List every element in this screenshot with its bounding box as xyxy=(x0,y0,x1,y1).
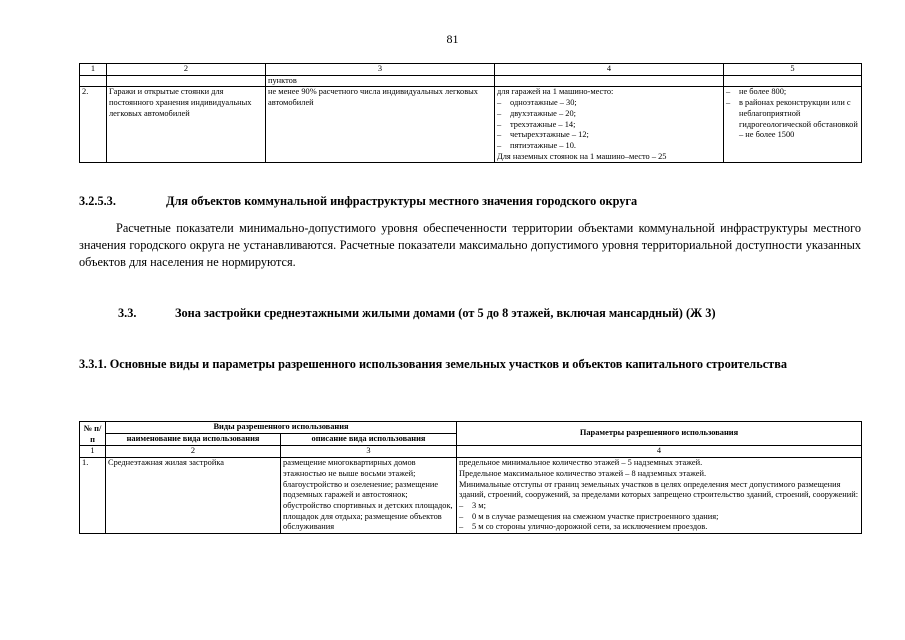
limit-cell xyxy=(724,87,862,163)
object-name: Гаражи и открытые стоянки для постоянного хранения индивидуальных легковых автомобилей xyxy=(107,87,266,163)
requirement-text: не менее 90% расчетного числа индивидуальных легковых автомобилей xyxy=(266,87,495,163)
list-item: – четырехэтажные – 12; xyxy=(497,130,721,141)
use-description: размещение многоквартирных домов этажностью не выше восьми этажей; благоустройство и озеленение; размещение подземных гаражей и автостоянок; обустройство спортивных и детских площадок, площадок для отдыха; размещение объектов обслуживания xyxy=(281,458,457,534)
table-header-row xyxy=(80,422,862,434)
parameter-line: Минимальные отступы от границ земельных участков в целях определения мест допустимого размещения зданий, строений, сооружений, за пределами которых запрещено строительство зданий, строений, сооружений: xyxy=(459,479,859,500)
subsection-heading: 3.3.1. Основные виды и параметры разрешенного использования земельных участков и объектов капитального строительства xyxy=(79,357,787,371)
use-name: Среднеэтажная жилая застройка xyxy=(106,458,281,534)
column-header-params: Параметры разрешенного использования xyxy=(457,422,862,446)
table-cell xyxy=(80,75,107,87)
table-cell xyxy=(724,75,862,87)
table-cell xyxy=(107,75,266,87)
table-index-row xyxy=(80,446,862,458)
zone-title: Зона застройки среднеэтажными жилыми домами (от 5 до 8 этажей, включая мансардный) (Ж 3) xyxy=(175,306,716,320)
table-header-cell: 1 xyxy=(80,64,107,76)
column-header-description: описание вида использования xyxy=(281,434,457,446)
zone-heading xyxy=(118,305,716,321)
table-row xyxy=(80,87,862,163)
body-paragraph: Расчетные показатели минимально-допустимого уровня обеспеченности территории объектами коммунальной инфраструктуры местного значения городского округа не устанавливаются. Расчетные показатели максимально допустимого уровня территориальной доступности указанных объектов для населения не нормируются. xyxy=(79,221,861,269)
list-item: – одноэтажные – 30; xyxy=(497,98,721,109)
permitted-use-table xyxy=(79,421,862,534)
garage-parameters-table xyxy=(79,63,862,163)
parameter-line: Предельное максимальное количество этажей – 8 надземных этажей. xyxy=(459,468,707,478)
list-item: – 0 м в случае размещения на смежном участке пристроенного здания; xyxy=(459,512,859,523)
list-item: – пятиэтажные – 10. xyxy=(497,141,721,152)
table-index-cell: 3 xyxy=(281,446,457,458)
list-item: – 5 м со стороны улично-дорожной сети, за исключением проездов. xyxy=(459,522,859,533)
capacity-outro: Для наземных стоянок на 1 машино–место – 25 xyxy=(497,151,667,161)
list-item: – в районах реконструкции или с неблагоприятной гидрогеологической обстановкой – не более 1500 xyxy=(726,98,859,141)
table-cell: пунктов xyxy=(266,75,495,87)
page-number: 81 xyxy=(446,32,459,46)
table-index-cell: 2 xyxy=(106,446,281,458)
section-number: 3.2.5.3. xyxy=(79,194,116,208)
table-index-cell: 1 xyxy=(80,446,106,458)
row-number: 1. xyxy=(80,458,106,534)
capacity-list xyxy=(497,98,721,152)
table-index-cell: 4 xyxy=(457,446,862,458)
list-item: – не более 800; xyxy=(726,87,859,98)
table-row xyxy=(80,75,862,87)
zone-number: 3.3. xyxy=(118,306,137,320)
setback-list xyxy=(459,501,859,533)
use-parameters xyxy=(457,458,862,534)
section-title: Для объектов коммунальной инфраструктуры местного значения городского округа xyxy=(166,194,638,208)
parameter-line: предельное минимальное количество этажей – 5 надземных этажей. xyxy=(459,458,703,468)
capacity-intro: для гаражей на 1 машино-место: xyxy=(497,87,614,97)
list-item: – трехэтажные – 14; xyxy=(497,120,721,131)
section-heading xyxy=(79,193,637,209)
capacity-cell xyxy=(495,87,724,163)
column-header-number: № п/п xyxy=(80,422,106,446)
limit-list xyxy=(726,87,859,141)
table-header-cell: 2 xyxy=(107,64,266,76)
table-header-cell: 5 xyxy=(724,64,862,76)
column-header-group: Виды разрешенного использования xyxy=(106,422,457,434)
table-header-cell: 3 xyxy=(266,64,495,76)
table-header-row xyxy=(80,64,862,76)
list-item: – 3 м; xyxy=(459,501,859,512)
table-cell xyxy=(495,75,724,87)
table-row xyxy=(80,458,862,534)
column-header-name: наименование вида использования xyxy=(106,434,281,446)
table-header-cell: 4 xyxy=(495,64,724,76)
row-number: 2. xyxy=(80,87,107,163)
list-item: – двухэтажные – 20; xyxy=(497,109,721,120)
